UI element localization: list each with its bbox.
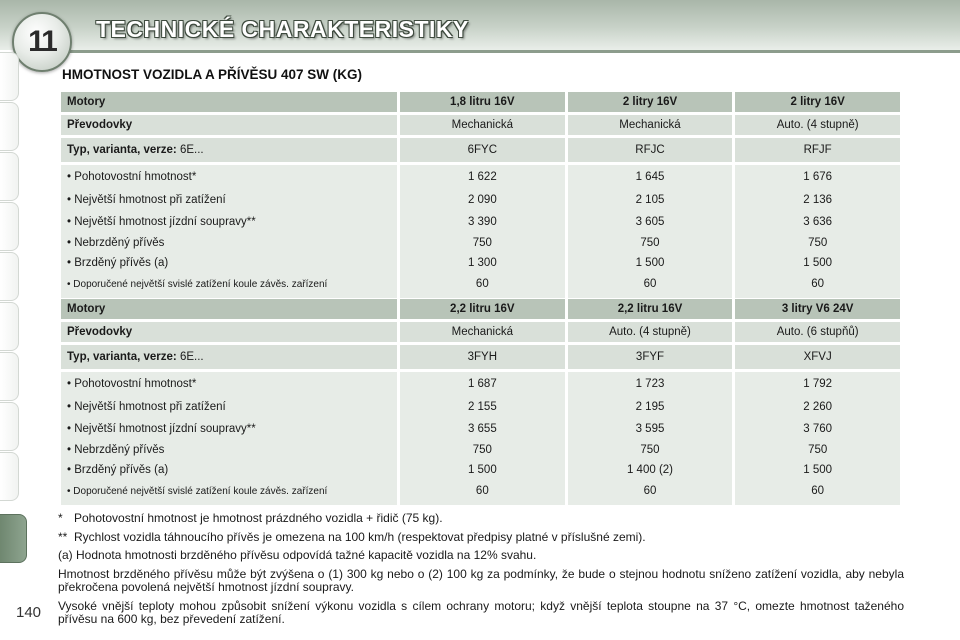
chapter-tab-5[interactable] [0,252,19,301]
weight-value: 1 676 [803,171,833,183]
gearbox-row [61,322,900,342]
weight-value: 60 [811,484,825,497]
weight-value: 1 622 [467,171,497,183]
engine-cell: 2 litry 16V [568,92,733,112]
footnote-text: Pohotovostní hmotnost je hmotnost prázdného vozidla + řidič (75 kg). [74,511,443,525]
weight-value: 3 595 [635,423,665,435]
gearbox-label: Převodovky [67,326,133,338]
section-heading: HMOTNOST VOZIDLA A PŘÍVĚSU 407 SW (KG) [62,67,363,82]
type-cell: 3FYF [568,345,733,369]
weight-value: 1 500 [467,464,497,476]
chapter-tab-8[interactable] [0,402,19,451]
weight-label: • Brzděný přívěs (a) [67,257,169,269]
gearbox-cell: Auto. (4 stupně) [568,322,733,342]
page-title: TECHNICKÉ CHARAKTERISTIKY [96,16,469,42]
weight-value: 1 300 [467,257,497,269]
weight-label: • Největší hmotnost při zatížení [67,400,226,413]
weight-label: • Nebrzděný přívěs [67,236,165,249]
type-cell: 3FYH [400,345,565,369]
weight-value: 750 [808,443,828,456]
weight-label: • Pohotovostní hmotnost* [67,378,197,390]
weight-value: 60 [475,277,489,290]
gearbox-cell: Auto. (6 stupňů) [735,322,900,342]
type-prefix: 6E... [179,144,204,156]
weight-value: 1 687 [467,378,497,390]
weight-value: 3 390 [467,216,497,228]
type-label: Typ, varianta, verze: [67,351,177,363]
engine-cell: 3 litry V6 24V [735,299,900,319]
footnote [58,531,904,545]
chapter-tab-7[interactable] [0,352,19,401]
type-cell: RFJC [568,138,733,162]
engines-row [61,299,900,319]
weight-value: 750 [472,236,492,249]
weight-value: 3 760 [803,423,833,435]
footnote [58,512,904,526]
weight-value: 60 [643,484,657,497]
weights-table-1 [58,89,903,301]
engine-cell: 2,2 litru 16V [400,299,565,319]
gearbox-cell: Mechanická [568,115,733,135]
header-rule [60,50,960,53]
weight-value: 3 655 [467,423,497,435]
weight-value: 60 [643,277,657,290]
footnote [58,568,904,595]
weight-value: 1 400 (2) [626,464,673,476]
weight-value: 2 195 [635,400,665,413]
engines-row [61,92,900,112]
footnote [58,549,904,563]
footnotes [58,512,904,632]
weight-value: 60 [475,484,489,497]
weight-value: 1 792 [803,378,833,390]
gearbox-cell: Mechanická [400,115,565,135]
weights-table-2 [58,296,903,508]
type-row [61,345,900,369]
chapter-tab-4[interactable] [0,202,19,251]
weight-label: • Nebrzděný přívěs [67,443,165,456]
weight-value: 2 260 [803,400,833,413]
gearbox-cell: Auto. (4 stupně) [735,115,900,135]
chapter-tab-1[interactable] [0,52,19,101]
weight-value: 2 136 [803,193,833,206]
gearbox-label: Převodovky [67,119,133,131]
weight-value: 750 [808,236,828,249]
weight-value: 2 155 [467,400,497,413]
footnote [58,600,904,627]
footnote-text: (a) Hodnota hmotnosti brzděného přívěsu odpovídá tažné kapacitě vozidla na 12% svahu. [58,548,537,562]
type-cell: 6FYC [400,138,565,162]
weight-value: 1 723 [635,378,665,390]
weight-value: 1 500 [803,464,833,476]
weights-data-row [61,165,900,298]
weight-value: 1 500 [803,257,833,269]
footnote-text: Rychlost vozidla táhnoucího přívěs je omezena na 100 km/h (respektovat předpisy platné v příslušné zemi). [74,529,646,544]
weight-label: • Doporučené největší svislé zatížení koule závěs. zařízení [67,278,328,290]
weights-data-row [61,372,900,505]
chapter-tab-3[interactable] [0,152,19,201]
footnote-mark: * [58,511,63,525]
weight-value: 750 [640,236,660,249]
engine-cell: 1,8 litru 16V [400,92,565,112]
engines-label: Motory [61,299,397,319]
engine-cell: 2,2 litru 16V [568,299,733,319]
footnote-text: Vysoké vnější teploty mohou způsobit snížení výkonu vozidla s cílem ochrany motoru; když vnější teplota stoupne na 37 °C, omezte hmotnost taženého přívěsu na 600 kg, bez převedení zatížení. [58,598,904,626]
engine-cell: 2 litry 16V [735,92,900,112]
type-label: Typ, varianta, verze: [67,144,177,156]
weight-value: 1 645 [635,171,665,183]
weight-label: • Pohotovostní hmotnost* [67,171,197,183]
weight-value: 750 [640,443,660,456]
gearbox-cell: Mechanická [400,322,565,342]
type-cell: XFVJ [735,345,900,369]
chapter-tab-6[interactable] [0,302,19,351]
footnote-mark: ** [58,529,68,544]
chapter-tab-9[interactable] [0,452,19,501]
engines-label: Motory [61,92,397,112]
type-row [61,138,900,162]
weight-label: • Největší hmotnost při zatížení [67,193,226,206]
page-number: 140 [16,604,42,621]
gearbox-row [61,115,900,135]
weight-value: 2 105 [635,193,665,206]
weight-value: 60 [811,277,825,290]
weight-label: • Největší hmotnost jízdní soupravy** [67,423,256,435]
type-prefix: 6E... [179,351,204,363]
type-cell: RFJF [735,138,900,162]
chapter-badge: 11 [12,12,72,72]
chapter-tab-2[interactable] [0,102,19,151]
chapter-tab-11-active[interactable] [0,514,27,563]
weight-value: 3 636 [803,216,833,228]
weight-label: • Doporučené největší svislé zatížení koule závěs. zařízení [67,485,328,497]
weight-label: • Největší hmotnost jízdní soupravy** [67,216,256,228]
weight-value: 2 090 [467,193,497,206]
weight-value: 750 [472,443,492,456]
weight-value: 3 605 [635,216,665,228]
footnote-text: Hmotnost brzděného přívěsu může být zvýšena o (1) 300 kg nebo o (2) 100 kg za podmínky, že bude o stejnou hodnotu sníženo zatížení vozidla, aby nebyla překročena povolená největší hmotnost jízdní soupravy. [58,566,904,594]
weight-label: • Brzděný přívěs (a) [67,464,169,476]
weight-value: 1 500 [635,257,665,269]
